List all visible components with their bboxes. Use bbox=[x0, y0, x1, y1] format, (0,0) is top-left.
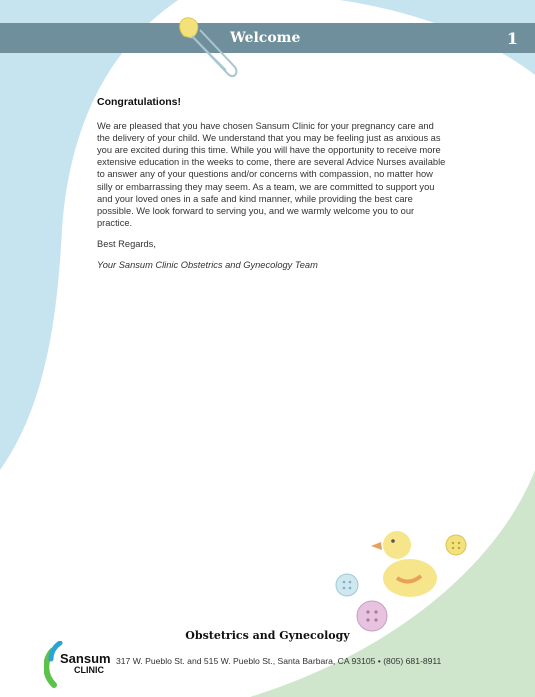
letter-greeting: Congratulations! bbox=[97, 96, 181, 108]
button-icon bbox=[446, 535, 466, 555]
department-name: Obstetrics and Gynecology bbox=[185, 629, 350, 642]
button-icon bbox=[357, 601, 387, 631]
letter-closing: Best Regards, bbox=[97, 238, 156, 249]
welcome-letter bbox=[97, 96, 449, 271]
baby-decorations bbox=[325, 520, 535, 645]
letter-signature: Your Sansum Clinic Obstetrics and Gynecology Team bbox=[97, 260, 318, 271]
footer-address: 317 W. Pueblo St. and 515 W. Pueblo St., Santa Barbara, CA 93105 • (805) 681-8911 bbox=[116, 656, 442, 666]
letter-body: We are pleased that you have chosen Sansum Clinic for your pregnancy care and the delivery of your child. We understand that you may be feeling just as anxious as you are excited during this time. While you will have the opportunity to receive more extensive education in the weeks to come, there are several Advice Nurses available to answer any of your questions and/or concerns with compassion, no matter how silly or embarrassing they may seem. As a team, we are committed to support you and your loved ones in a safe and kind manner, while providing the best care possible. We look forward to serving you, and we warmly welcome you to our practice. bbox=[97, 121, 446, 228]
rubber-duck-icon bbox=[371, 531, 437, 597]
safety-pin-icon bbox=[170, 10, 240, 82]
page-title: Welcome bbox=[230, 30, 301, 46]
svg-text:Sansum: Sansum bbox=[60, 651, 111, 666]
button-icon bbox=[336, 574, 358, 596]
svg-text:CLINIC: CLINIC bbox=[74, 665, 104, 675]
page-number: 1 bbox=[506, 29, 518, 48]
sansum-clinic-logo bbox=[44, 641, 114, 689]
